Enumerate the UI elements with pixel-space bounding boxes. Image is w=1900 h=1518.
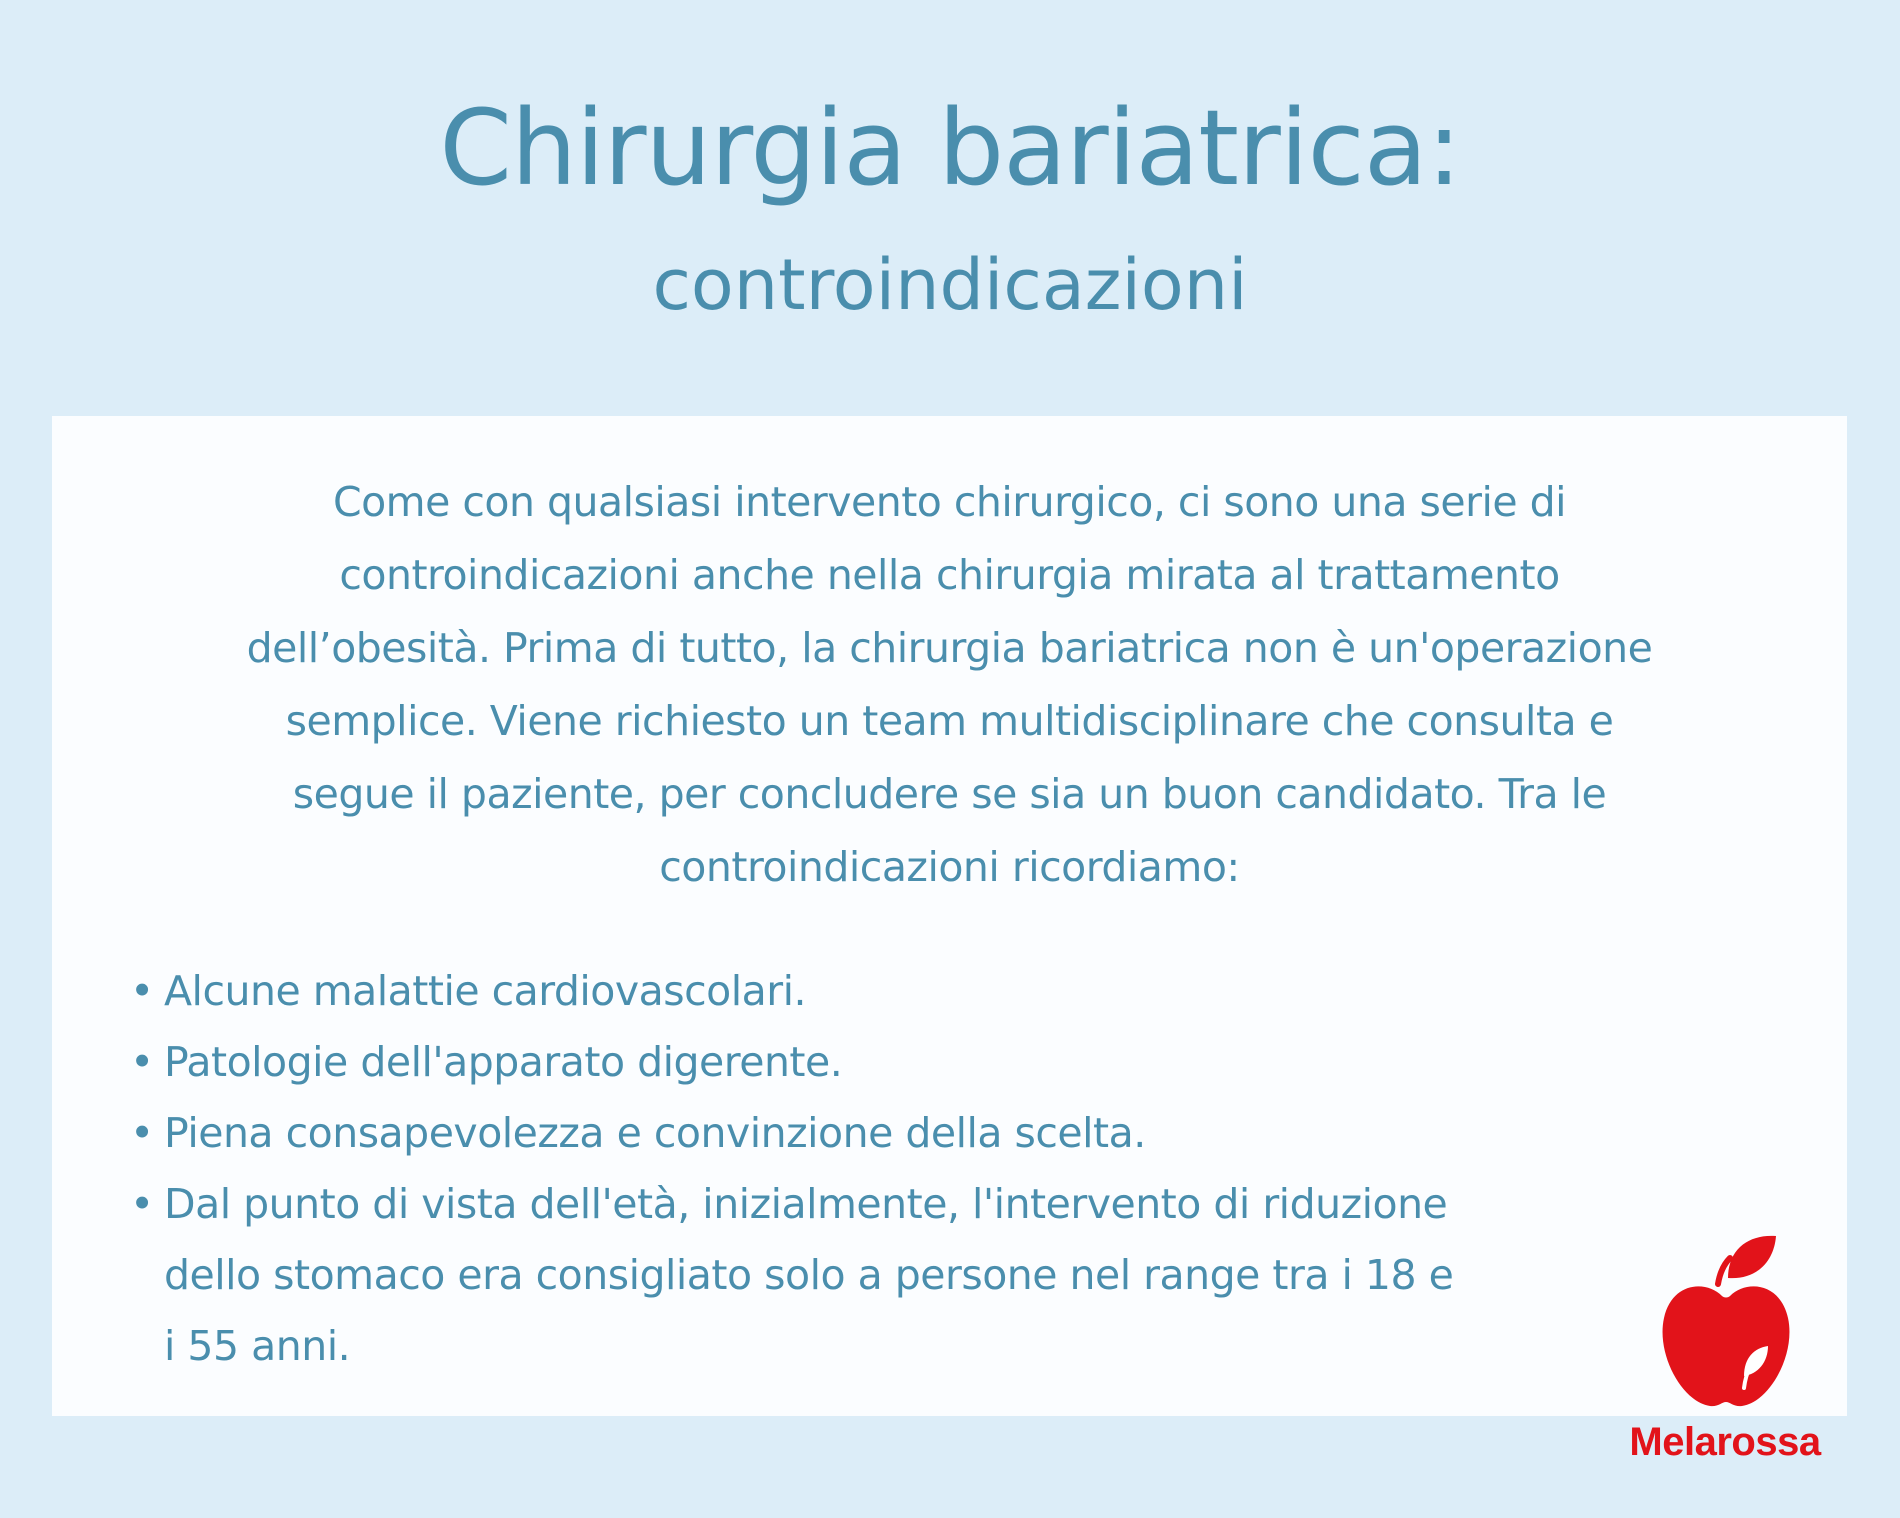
- list-item-text: Dal punto di vista dell'età, inizialmente, l'intervento di riduzione: [164, 1180, 1448, 1228]
- bullet: •: [130, 967, 154, 1015]
- bullet: •: [130, 1109, 154, 1157]
- melarossa-logo: [1610, 1226, 1840, 1466]
- contraindications-list: [130, 956, 1690, 1382]
- intro-line: controindicazioni anche nella chirurgia mirata al trattamento: [339, 551, 1560, 599]
- list-item-text: i 55 anni.: [164, 1322, 351, 1370]
- list-item-text: Patologie dell'apparato digerente.: [164, 1038, 843, 1086]
- page-subtitle: controindicazioni: [652, 244, 1248, 326]
- intro-line: segue il paziente, per concludere se sia un buon candidato. Tra le: [292, 770, 1607, 818]
- list-item-text: dello stomaco era consigliato solo a persone nel range tra i 18 e: [164, 1251, 1454, 1299]
- list-item-text: Piena consapevolezza e convinzione della scelta.: [164, 1109, 1146, 1157]
- intro-line: semplice. Viene richiesto un team multidisciplinare che consulta e: [285, 697, 1614, 745]
- logo-text: Melarossa: [1629, 1420, 1821, 1464]
- intro-line: controindicazioni ricordiamo:: [659, 843, 1240, 891]
- bullet: •: [130, 1038, 154, 1086]
- list-item: [130, 1027, 1690, 1098]
- page-title: Chirurgia bariatrica:: [439, 87, 1461, 209]
- list-item: [130, 956, 1690, 1027]
- content-card: [52, 416, 1847, 1416]
- intro-paragraph: [142, 466, 1757, 904]
- apple-icon: [1658, 1226, 1794, 1416]
- list-item-text: Alcune malattie cardiovascolari.: [164, 967, 807, 1015]
- intro-line: dell’obesità. Prima di tutto, la chirurgia bariatrica non è un'operazione: [246, 624, 1653, 672]
- intro-line: Come con qualsiasi intervento chirurgico, ci sono una serie di: [332, 478, 1567, 526]
- bullet: •: [130, 1180, 154, 1228]
- list-item: [130, 1169, 1690, 1382]
- list-item: [130, 1098, 1690, 1169]
